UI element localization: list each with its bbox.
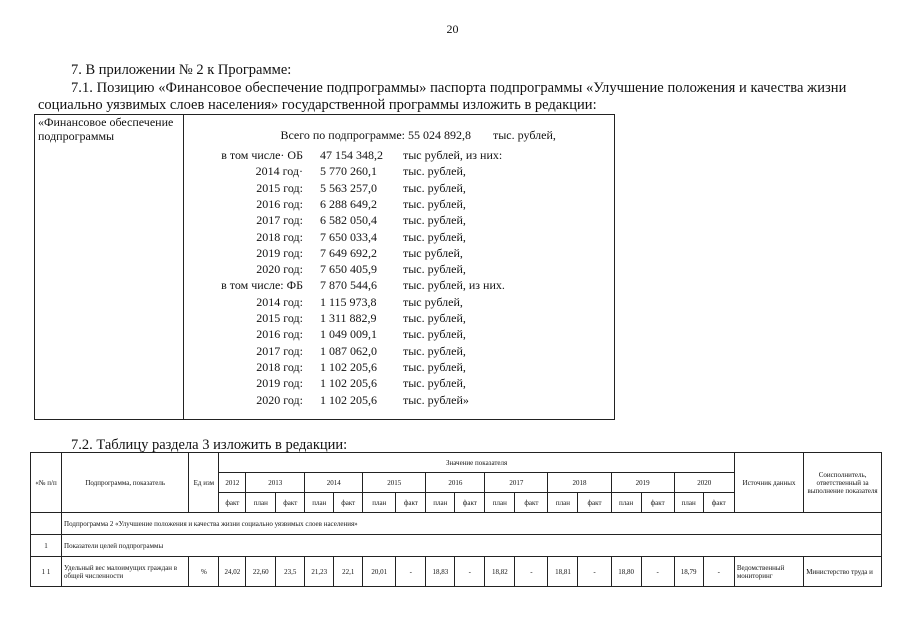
fb-unit: тыс. рублей, из них.: [403, 278, 505, 293]
year-header: 2013: [246, 473, 305, 493]
fb-year-value: 1 102 205,6: [320, 392, 377, 407]
value-cell: 22,60: [246, 557, 276, 587]
fb-year-value: 1 087 062,0: [320, 343, 377, 358]
subheader-cell: план: [246, 493, 276, 513]
header-executor: Соисполнитель, ответственный за выполнение показателя: [804, 453, 882, 513]
ob-year-unit: тыс. рублей,: [403, 196, 466, 211]
fb-year-label: 2020 год:: [256, 392, 303, 407]
subheader-cell: факт: [578, 493, 611, 513]
passport-financing-box: [34, 114, 615, 420]
value-cell: 20,01: [363, 557, 396, 587]
header-values: Значение показателя: [219, 453, 734, 473]
paragraph-7-1-line-2: социально уязвимых слоев населения» государственной программы изложить в редакции:: [38, 97, 597, 113]
value-cell: 21,23: [305, 557, 334, 587]
header-number: «№ п/п: [31, 453, 62, 513]
ob-unit: тыс рублей, из них:: [403, 148, 503, 162]
ob-year-unit: тыс. рублей,: [403, 229, 466, 244]
paragraph-7: 7. В приложении № 2 к Программе:: [71, 62, 292, 78]
value-cell: 18,79: [674, 557, 703, 587]
fb-year-value: 1 102 205,6: [320, 359, 377, 374]
subheader-cell: план: [426, 493, 455, 513]
row-number: 1 1: [31, 557, 62, 587]
total-value: 55 024 892,8: [408, 128, 471, 142]
fb-year-value: 1 311 882,9: [320, 311, 377, 325]
row-unit: %: [189, 557, 219, 587]
subheader-cell: факт: [515, 493, 548, 513]
fb-year-label: 2016 год:: [256, 327, 303, 342]
subheader-cell: факт: [219, 493, 246, 513]
value-cell: 23,5: [276, 557, 305, 587]
ob-year-value: 7 649 692,2: [320, 245, 377, 260]
header-name: Подпрограмма, показатель: [62, 453, 189, 513]
subheader-cell: факт: [641, 493, 674, 513]
value-cell: 18,80: [611, 557, 641, 587]
fb-year-label: 2018 год:: [256, 359, 303, 374]
ob-year-label: 2018 год:: [256, 229, 303, 244]
value-cell: -: [396, 557, 426, 587]
ob-year-value: 7 650 405,9: [320, 262, 377, 277]
value-cell: 18,82: [485, 557, 515, 587]
ob-year-label: 2015 год:: [256, 180, 303, 195]
ob-year-label: 2014 год·: [255, 164, 303, 179]
subheader-cell: факт: [455, 493, 485, 513]
year-header: 2015: [363, 473, 426, 493]
total-label: Всего по подпрограмме:: [280, 128, 405, 142]
subheader-cell: факт: [334, 493, 363, 513]
ob-year-unit: тыс. рублей,: [403, 213, 466, 228]
fb-year-unit: тыс рублей,: [403, 294, 463, 309]
year-header: 2020: [674, 473, 734, 493]
value-cell: -: [515, 557, 548, 587]
year-header: 2019: [611, 473, 674, 493]
paragraph-7-1-line-1: 7.1. Позицию «Финансовое обеспечение подпрограммы» паспорта подпрограммы «Улучшение положения и качества жизни: [71, 80, 847, 96]
subheader-cell: план: [611, 493, 641, 513]
row-executor: Министерство труда и: [804, 557, 882, 587]
total-unit: тыс. рублей,: [493, 128, 556, 142]
subheader-cell: план: [485, 493, 515, 513]
fb-year-value: 1 102 205,6: [320, 376, 377, 391]
subheader-cell: факт: [276, 493, 305, 513]
subprogram-title: Подпрограмма 2 «Улучшение положения и качества жизни социально уязвимых слоев населения»: [62, 513, 882, 535]
fb-year-unit: тыс. рублей,: [403, 343, 466, 358]
fb-year-unit: тыс. рублей,: [403, 359, 466, 374]
ob-year-label: 2016 год:: [256, 196, 303, 211]
row-source: Ведомственный мониторинг: [734, 557, 803, 587]
fb-year-label: 2014 год:: [256, 294, 303, 309]
fb-year-label: 2019 год:: [256, 376, 303, 391]
section-title: Показатели целей подпрограммы: [62, 535, 882, 557]
fb-year-label: 2017 год:: [256, 343, 303, 358]
ob-year-value: 6 288 649,2: [320, 196, 377, 211]
year-header: 2014: [305, 473, 363, 493]
value-cell: -: [455, 557, 485, 587]
header-unit: Ед изм: [189, 453, 219, 513]
ob-year-label: 2020 год:: [256, 262, 303, 277]
year-header: 2012: [219, 473, 246, 493]
ob-year-label: 2019 год:: [256, 245, 303, 260]
ob-year-unit: тыс рублей,: [403, 245, 463, 260]
fb-year-unit: тыс. рублей,: [403, 327, 466, 342]
ob-year-value: 6 582 050,4: [320, 213, 377, 228]
subheader-cell: план: [548, 493, 578, 513]
ob-value: 47 154 348,2: [320, 148, 383, 162]
year-header: 2018: [548, 473, 611, 493]
header-source: Источник данных: [734, 453, 803, 513]
value-cell: 18,83: [426, 557, 455, 587]
value-cell: 24,02: [219, 557, 246, 587]
ob-year-unit: тыс. рублей,: [403, 180, 466, 195]
ob-year-unit: тыс. рублей,: [403, 164, 466, 179]
value-cell: -: [578, 557, 611, 587]
fb-year-value: 1 115 973,8: [320, 294, 377, 309]
passport-left-label: «Финансовое обеспечение подпрограммы: [38, 115, 174, 143]
ob-year-label: 2017 год:: [256, 213, 303, 228]
row-name: Удельный вес малоимущих граждан в общей численности: [62, 557, 189, 587]
paragraph-7-2: 7.2. Таблицу раздела 3 изложить в редакции:: [71, 437, 348, 453]
page-number: 20: [446, 22, 459, 36]
fb-value: 7 870 544,6: [320, 278, 377, 293]
value-cell: -: [641, 557, 674, 587]
fb-year-unit: тыс. рублей,: [403, 311, 466, 325]
fb-year-unit: тыс. рублей,: [403, 376, 466, 391]
ob-year-unit: тыс. рублей,: [403, 262, 466, 277]
year-header: 2016: [426, 473, 485, 493]
value-cell: -: [703, 557, 734, 587]
ob-label: в том числе· ОБ: [221, 148, 303, 162]
indicators-table: [30, 452, 882, 587]
subheader-cell: факт: [703, 493, 734, 513]
ob-year-value: 5 563 257,0: [320, 180, 377, 195]
fb-label: в том числе: ФБ: [221, 278, 303, 293]
section-number: 1: [31, 535, 62, 557]
fb-year-value: 1 049 009,1: [320, 327, 377, 342]
fb-year-label: 2015 год:: [256, 311, 303, 325]
subprogram-empty-cell: [31, 513, 62, 535]
fb-year-unit: тыс. рублей»: [403, 392, 469, 407]
subheader-cell: план: [363, 493, 396, 513]
subheader-cell: факт: [396, 493, 426, 513]
ob-year-value: 7 650 033,4: [320, 229, 377, 244]
subheader-cell: план: [674, 493, 703, 513]
value-cell: 18,81: [548, 557, 578, 587]
year-header: 2017: [485, 473, 548, 493]
subheader-cell: план: [305, 493, 334, 513]
ob-year-value: 5 770 260,1: [320, 164, 377, 179]
value-cell: 22,1: [334, 557, 363, 587]
